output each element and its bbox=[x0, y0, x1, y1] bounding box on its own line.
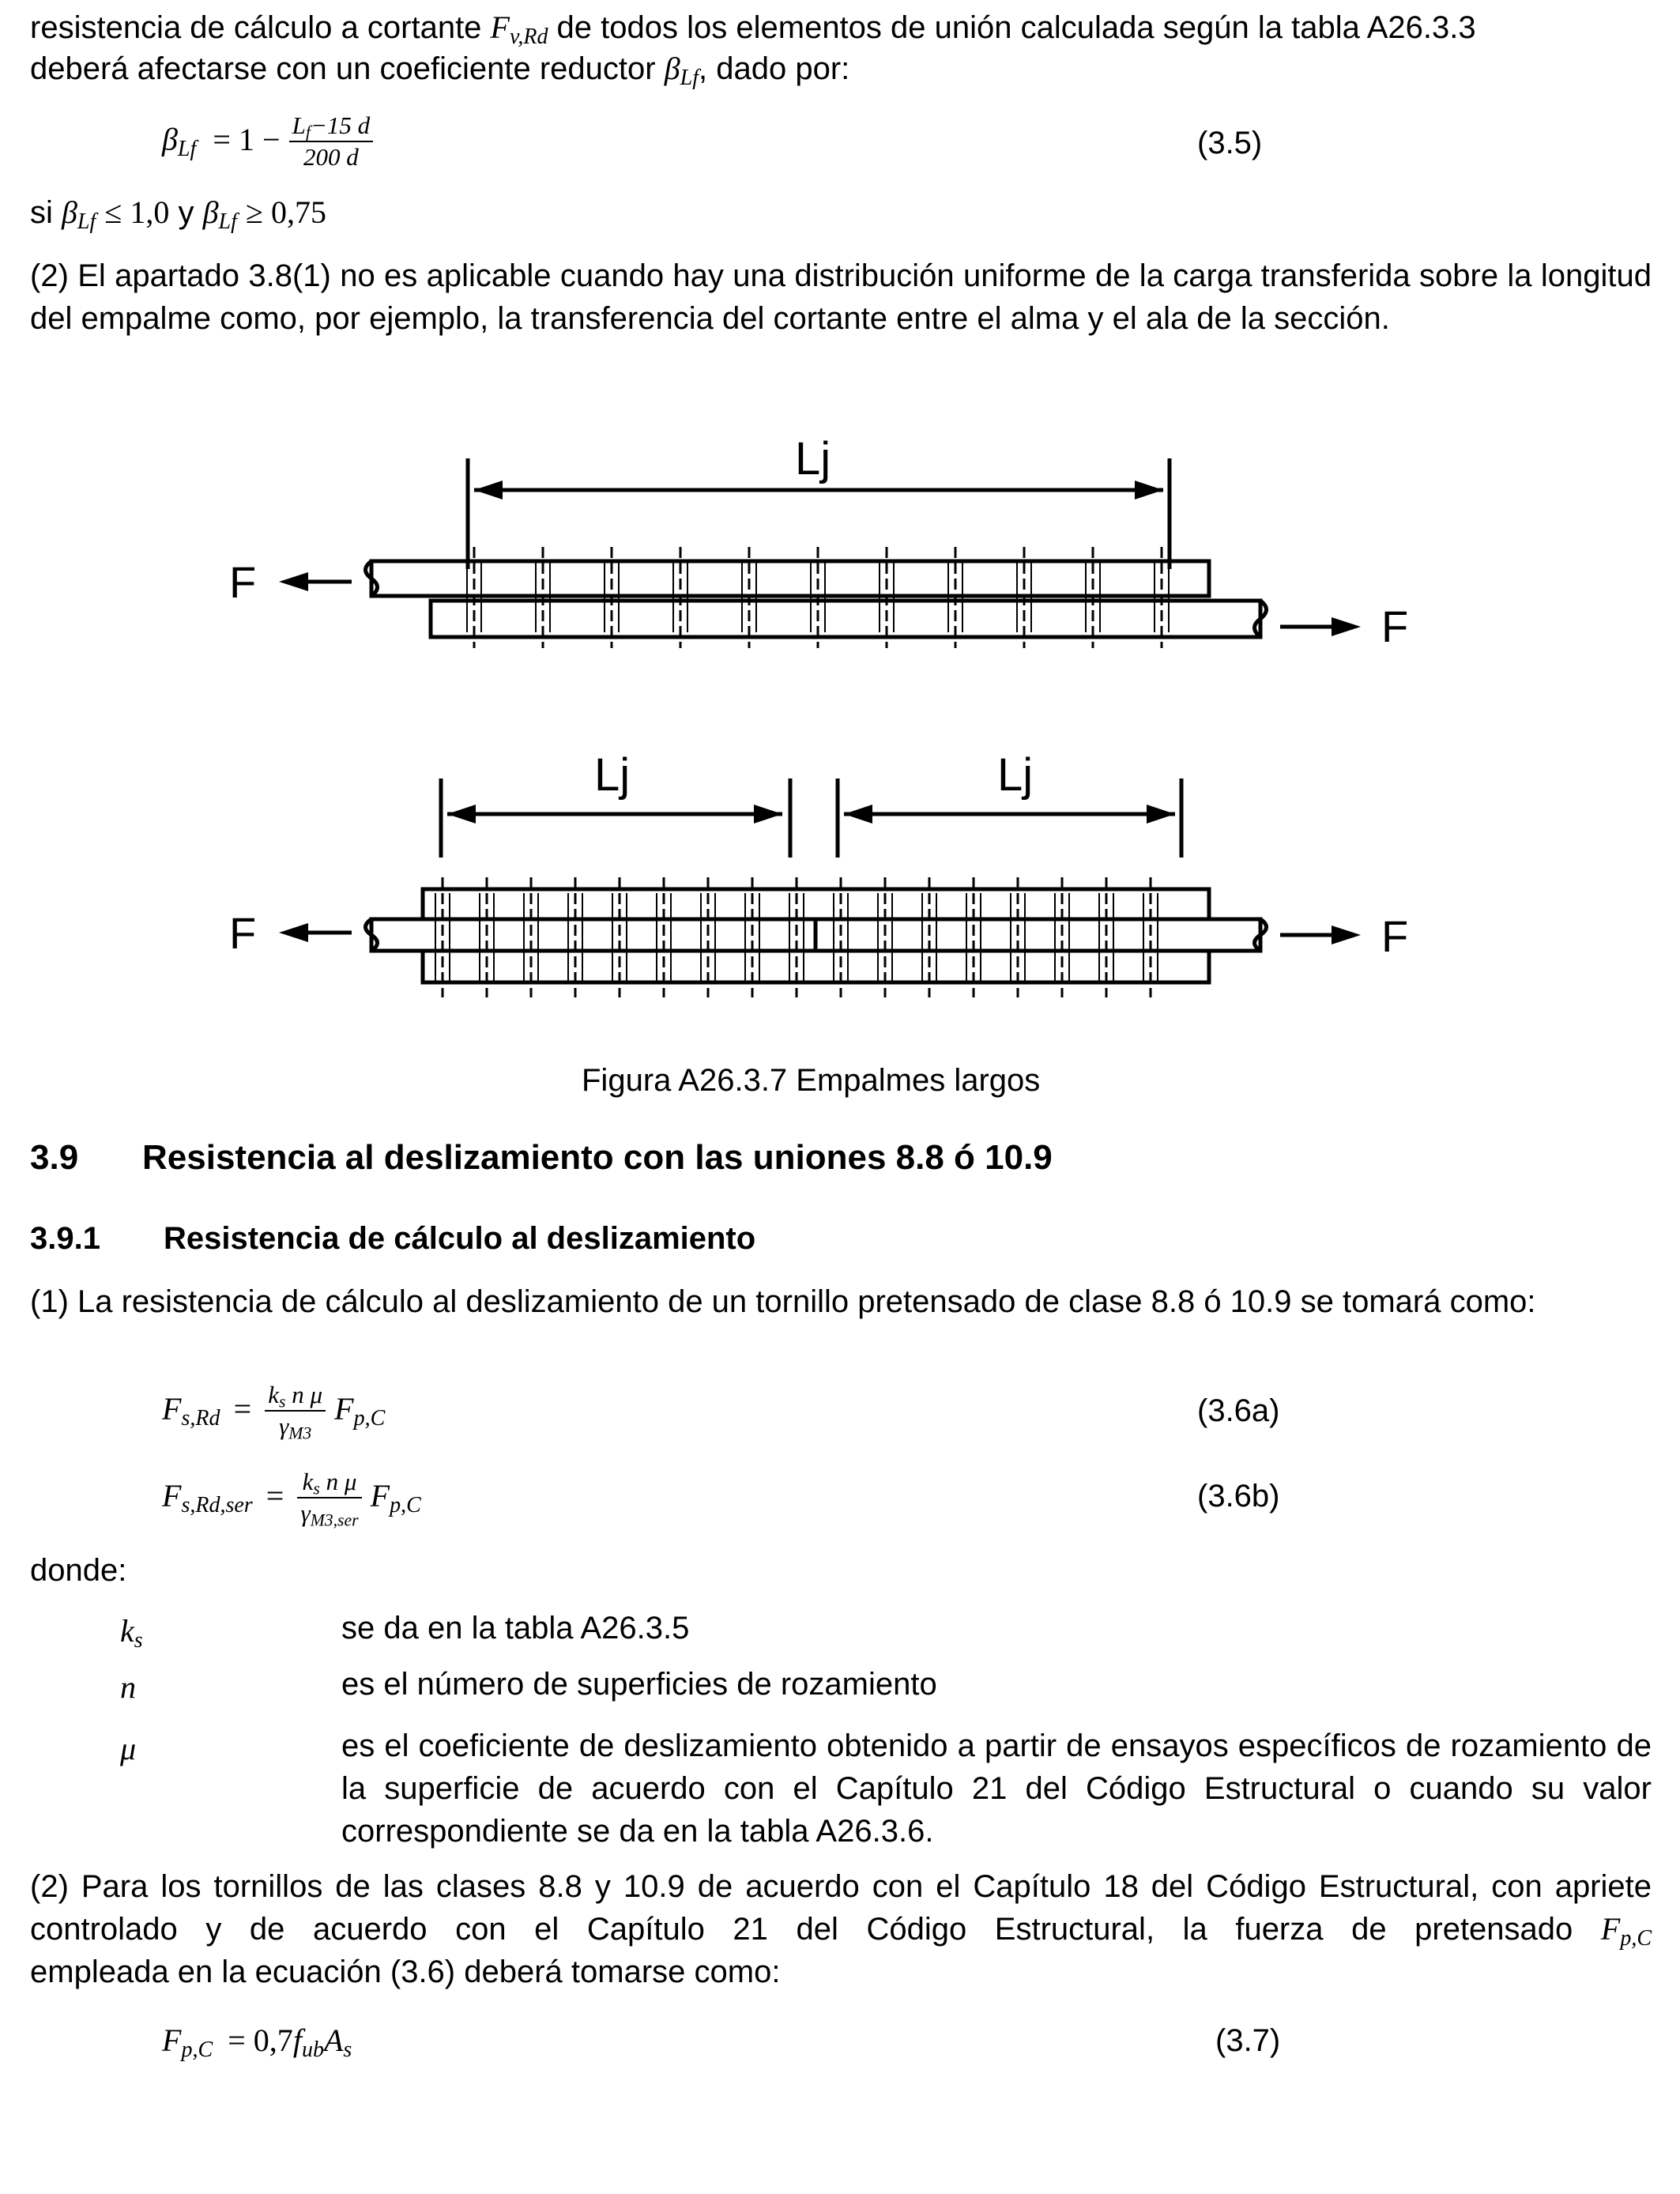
force-label-top-left: F bbox=[229, 557, 257, 607]
upper-plate bbox=[371, 561, 1209, 596]
equation-3-5-label: (3.5) bbox=[1197, 126, 1263, 160]
donde-label: donde: bbox=[30, 1553, 127, 1588]
top-cover-plate bbox=[423, 889, 1209, 919]
equation-3-6b: $F_{s,Rd,ser}$ = $\frac{k_s n \mu}{\gamma_{M3,ser}}$ $F_{p,C}$ bbox=[162, 1468, 421, 1530]
force-arrowhead-4 bbox=[1332, 925, 1361, 944]
lj-label-top: Lj bbox=[795, 433, 831, 484]
paragraph-2: (2) El apartado 3.8(1) no es aplicable cuando hay una distribución uniforme de la carga transferida sobre la longitud del empalme como, por ejemplo, la transferencia del cortante entre el alma y el ala de la sección. bbox=[30, 258, 1652, 336]
equation-3-5: $\beta_{Lf} = 1$ − $\frac{L_f-15 d}{200 d}$ bbox=[162, 111, 373, 172]
def-symbol-ks: $k_s$ bbox=[120, 1613, 143, 1653]
arrowhead-lj2-left bbox=[844, 805, 872, 824]
def-text-mu: es el coeficiente de deslizamiento obtenido a partir de ensayos específicos de rozamiento de la superficie de acuerdo con el Capítulo 21 del Código Estructural o cuando su valor correspondiente se da en la tabla A26.3.6. bbox=[341, 1728, 1652, 1849]
equation-3-7: $F_{p,C} = 0,7f_{ub}A_s$ bbox=[162, 2022, 352, 2062]
def-text-ks: se da en la tabla A26.3.5 bbox=[341, 1611, 690, 1646]
section-3-9-title: Resistencia al deslizamiento con las uniones 8.8 ó 10.9 bbox=[142, 1138, 1053, 1177]
long-joints-figure bbox=[0, 411, 1680, 1059]
arrowhead-lj1-right bbox=[754, 805, 782, 824]
condition-line: si $\beta_{Lf} \le 1,0$ y $\beta_{Lf} \ge 0,75$ bbox=[30, 194, 326, 234]
lower-plate bbox=[431, 601, 1260, 637]
section-3-9-number: 3.9 bbox=[30, 1138, 79, 1177]
equation-3-6b-label: (3.6b) bbox=[1197, 1479, 1280, 1514]
section-3-9-1-title: Resistencia de cálculo al deslizamiento bbox=[164, 1221, 756, 1256]
equation-3-7-label: (3.7) bbox=[1215, 2023, 1281, 2058]
lj-label-bottom-left: Lj bbox=[594, 749, 631, 801]
arrowhead-lj-left bbox=[474, 481, 503, 499]
force-arrowhead-2 bbox=[1332, 617, 1361, 636]
intro-line-2: deberá afectarse con un coeficiente reductor $\beta_{Lf}$, dado por: bbox=[30, 51, 850, 90]
def-text-n: es el número de superficies de rozamiento bbox=[341, 1667, 937, 1702]
force-arrowhead-1 bbox=[279, 572, 308, 591]
paragraph-3-9-1-1: (1) La resistencia de cálculo al deslizamiento de un tornillo pretensado de clase 8.8 ó 10.9 se tomará como: bbox=[30, 1284, 1536, 1319]
def-symbol-n: n bbox=[120, 1669, 136, 1705]
paragraph-3-9-1-2: (2) Para los tornillos de las clases 8.8 y 10.9 de acuerdo con el Capítulo 18 del Código Estructural, con apriete controlado y de acuerdo con el Capítulo 21 del Código Estructural, la fuerza de pretensado $F_{p,C}$ bbox=[30, 1869, 1652, 1951]
arrowhead-lj1-left bbox=[447, 805, 476, 824]
equation-3-6a: $F_{s,Rd}$ = $\frac{k_s n \mu}{\gamma_{M3}}$ $F_{p,C}$ bbox=[162, 1381, 386, 1443]
equation-3-6a-label: (3.6a) bbox=[1197, 1393, 1280, 1428]
paragraph-3-9-1-2-end: empleada en la ecuación (3.6) deberá tomarse como: bbox=[30, 1955, 781, 1989]
intro-line-1: resistencia de cálculo a cortante $F_{v,Rd}$ de todos los elementos de unión calculada según la tabla A26.3.3 bbox=[30, 9, 1476, 49]
section-3-9-1-number: 3.9.1 bbox=[30, 1221, 100, 1256]
bottom-bolts bbox=[435, 877, 1158, 997]
force-arrowhead-3 bbox=[279, 923, 308, 942]
force-label-bottom-right: F bbox=[1381, 911, 1409, 961]
arrowhead-lj-right bbox=[1135, 481, 1163, 499]
lj-label-bottom-right: Lj bbox=[997, 749, 1034, 801]
force-label-bottom-left: F bbox=[229, 908, 257, 958]
figure-caption: Figura A26.3.7 Empalmes largos bbox=[582, 1063, 1041, 1098]
force-label-top-right: F bbox=[1381, 601, 1409, 651]
bottom-cover-plate bbox=[423, 951, 1209, 982]
def-symbol-mu: μ bbox=[120, 1731, 137, 1766]
arrowhead-lj2-right bbox=[1147, 805, 1175, 824]
